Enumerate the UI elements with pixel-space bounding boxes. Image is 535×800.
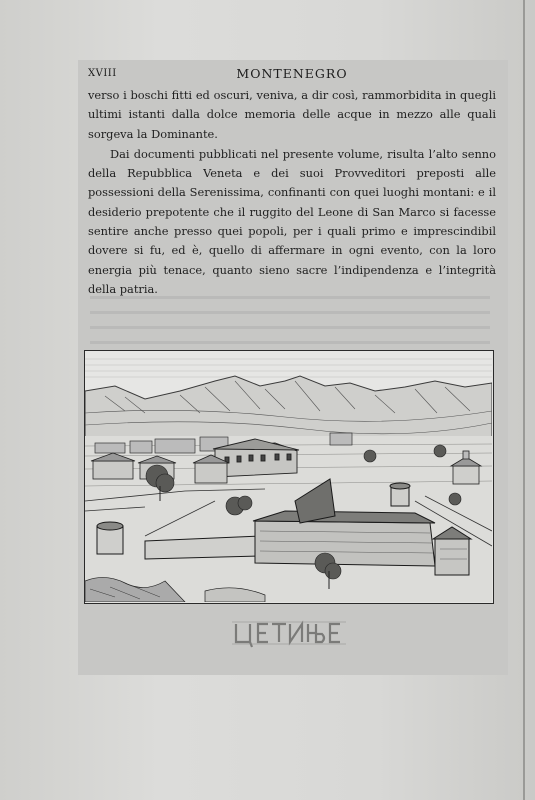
page-number: XVIII (88, 68, 117, 79)
paragraph: Dai documenti pubblicati nel presente volume, risulta l’alto senno della Repubblica Veneta e dei suoi Provveditori preposti alle possessioni della Serenissima, confinanti con quei luoghi montani: e il desiderio prepotente che il ruggito del Leone di San Marco si facesse sentire anche presso quei popoli, per i quali primo e imprescindibil dovere si fu, ed è, quello di affermare in ogni evento, con la loro energia più tenace, quanto sieno sacre l’indipendenza e l’integrità della patria. (88, 146, 496, 296)
figure-caption-cetinje (200, 614, 380, 654)
town-view-engraving (85, 351, 492, 602)
running-title: MONTENEGRO (236, 66, 348, 81)
engraving-illustration (84, 350, 494, 604)
page-edge (523, 0, 525, 800)
body-text (88, 86, 496, 299)
paragraph: verso i boschi fitti ed oscuri, veniva, a dir così, rammorbidita in quegli ultimi istanti dalla dolce memoria delle acque in mezzo alle quali sorgeva la Dominante. (88, 88, 496, 141)
page-header (88, 64, 496, 84)
bleed-through-text (90, 296, 490, 356)
caption-lettering-image (200, 614, 380, 654)
